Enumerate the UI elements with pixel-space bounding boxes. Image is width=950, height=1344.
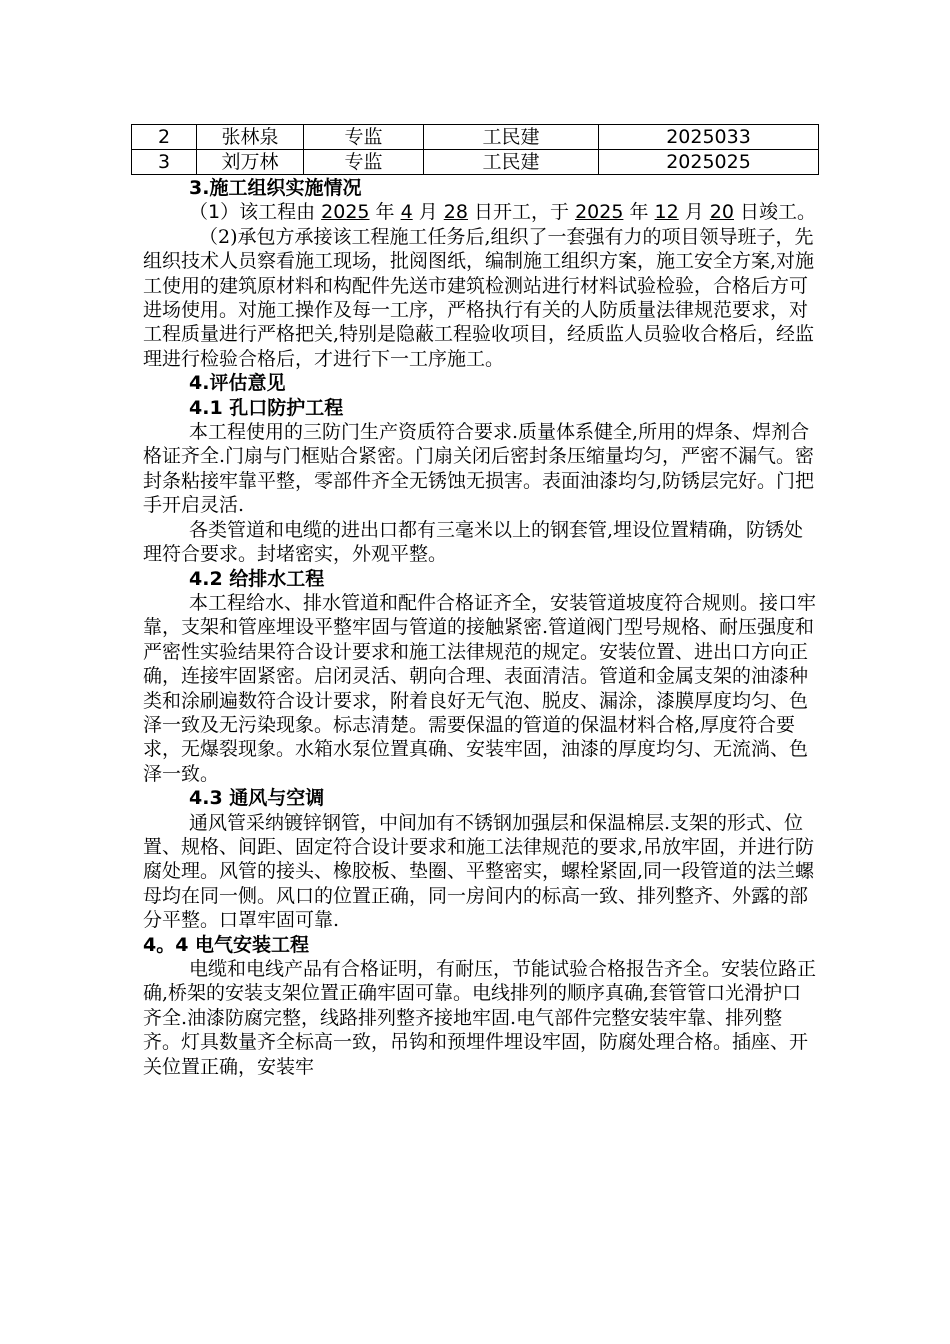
paragraph: 通风管采纳镀锌钢管，中间加有不锈钢加强层和保温棉层.支架的形式、位置、规格、间距、固定符合设计要求和施工法律规范的要求,吊放牢固，并进行防腐处理。风管的接头、橡胶板、垫圈、平整密实，螺栓紧固,同一段管道的法兰螺母均在同一侧。风口的位置正确，同一房间内的标高一致、排列整齐、外露的部分平整。口罩牢固可靠. [143,811,815,932]
personnel-table [131,124,819,175]
section-heading: 4.评估意见 [189,372,286,395]
subsection-heading: 4。4 电气安装工程 [143,933,310,956]
start-year: 2025 [321,201,370,224]
row-certificate: 2025033 [599,125,819,150]
document-body [143,176,819,1079]
row-certificate: 2025025 [599,150,819,175]
subsection-heading: 4.3 通风与空调 [189,787,325,810]
table-row [132,150,819,175]
paragraph: 各类管道和电缆的进出口都有三毫米以上的钢套管,埋设位置精确，防锈处理符合要求。封堵密实，外观平整。 [143,518,804,566]
end-year: 2025 [575,201,624,224]
subsection-heading: 4.2 给排水工程 [189,567,325,590]
paragraph: 本工程使用的三防门生产资质符合要求.质量体系健全,所用的焊条、焊剂合格证齐全.门扇与门框贴合紧密。门扇关闭后密封条压缩量均匀，严密不漏气。密封条粘接牢靠平整，零部件齐全无锈蚀无损害。表面油漆均匀,防锈层完好。门把手开启灵活. [143,421,815,517]
row-discipline: 工民建 [424,150,599,175]
row-role: 专监 [304,125,424,150]
paragraph: 电缆和电线产品有合格证明，有耐压，节能试验合格报告齐全。安装位路正确,桥架的安装支架位置正确牢固可靠。电线排列的顺序真确,套管管口光滑护口齐全.油漆防腐完整，线路排列整齐接地牢固.电气部件完整安装牢靠、排列整齐。灯具数量齐全标高一致，吊钩和预埋件埋设牢固，防腐处理合格。插座、开关位置正确，安装牢 [143,958,817,1078]
paragraph: 本工程给水、排水管道和配件合格证齐全，安装管道坡度符合规则。接口牢靠，支架和管座埋设平整牢固与管道的接触紧密.管道阀门型号规格、耐压强度和严密性实验结果符合设计要求和施工法律规范的规定。安装位置、进出口方向正确，连接牢固紧密。启闭灵活、朝向合理、表面清洁。管道和金属支架的油漆种类和涂刷遍数符合设计要求，附着良好无气泡、脱皮、漏涂，漆膜厚度均匀、色泽一致及无污染现象。标志清楚。需要保温的管道的保温材料合格,厚度符合要求，无爆裂现象。水箱水泵位置真确、安装牢固，油漆的厚度均匀、无流淌、色泽一致。 [143,591,817,785]
start-month: 4 [400,201,413,224]
row-role: 专监 [304,150,424,175]
paragraph-dates: （1）该工程由 2025 年 4 月 28 日开工，于 2025 年 12 月 20 日竣工。 [189,201,817,224]
row-name: 刘万林 [197,150,304,175]
row-number: 2 [132,125,197,150]
row-name: 张林泉 [197,125,304,150]
end-day: 20 [709,201,734,224]
start-day: 28 [443,201,468,224]
row-discipline: 工民建 [424,125,599,150]
section-heading: 3.施工组织实施情况 [189,177,362,199]
table-row [132,125,819,150]
row-number: 3 [132,150,197,175]
paragraph: （2)承包方承接该工程施工任务后,组织了一套强有力的项目领导班子，先组织技术人员察看施工现场，批阅图纸，编制施工组织方案，施工安全方案,对施工使用的建筑原材料和构配件先送市建筑检测站进行材料试验检验，合格后方可进场使用。对施工操作及每一工序，严格执行有关的人防质量法律规范要求，对工程质量进行严格把关,特别是隐蔽工程验收项目，经质监人员验收合格后，经监理进行检验合格后，才进行下一工序施工。 [143,225,815,370]
end-month: 12 [654,201,679,224]
subsection-heading: 4.1 孔口防护工程 [189,396,344,419]
